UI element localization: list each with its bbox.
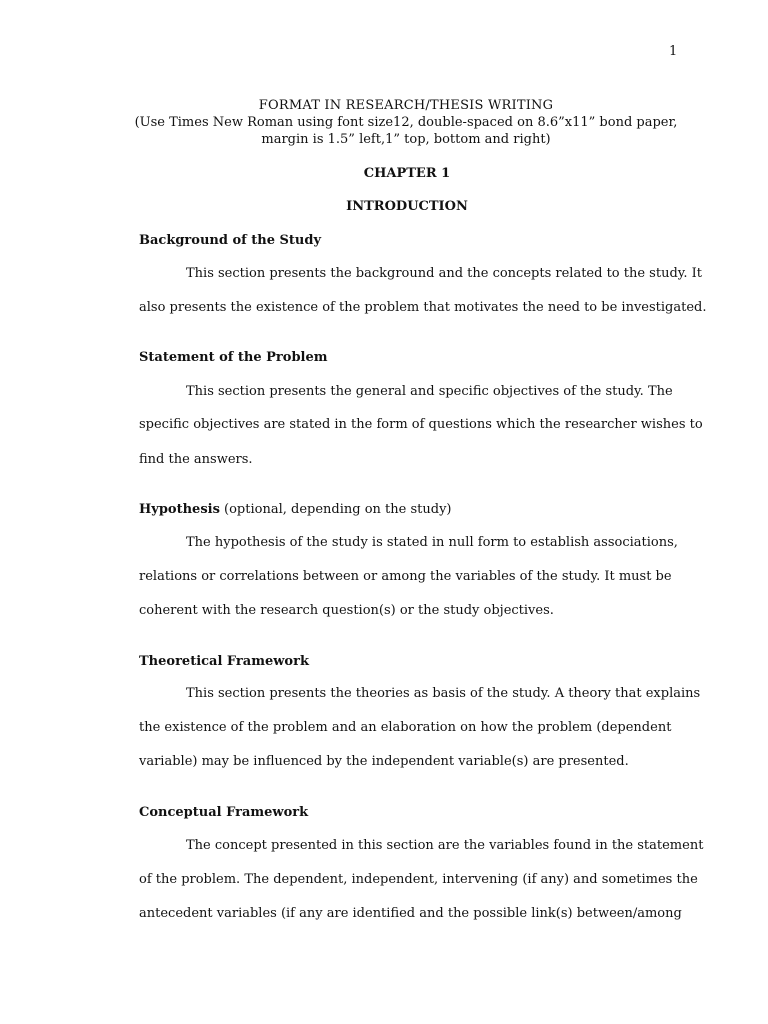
- paragraph-line: antecedent variables (if any are identified and the possible link(s) between/among: [139, 906, 682, 921]
- chapter-label: CHAPTER 1: [363, 166, 451, 181]
- paragraph-line: The hypothesis of the study is stated in null form to establish associations,: [186, 535, 678, 550]
- paragraph-line: variable) may be influenced by the independent variable(s) are presented.: [139, 754, 629, 769]
- title-block: [100, 97, 712, 148]
- paragraph-line: find the answers.: [139, 452, 253, 467]
- paragraph-line: This section presents the general and specific objectives of the study. The: [186, 384, 673, 399]
- page-number: 1: [669, 44, 678, 59]
- paragraph-line: relations or correlations between or among the variables of the study. It must be: [139, 569, 672, 584]
- paragraph-line: The concept presented in this section are the variables found in the statement: [186, 838, 704, 853]
- paragraph-line: the existence of the problem and an elaboration on how the problem (dependent: [139, 720, 672, 735]
- section-heading-hypothesis: [139, 502, 451, 517]
- chapter-title: INTRODUCTION: [346, 199, 468, 214]
- section-heading-background: Background of the Study: [139, 233, 321, 248]
- subtitle-line-2: margin is 1.5” left,1” top, bottom and right): [261, 132, 551, 147]
- section-heading-conceptual: Conceptual Framework: [139, 805, 309, 820]
- section-heading-problem: Statement of the Problem: [139, 350, 328, 365]
- paragraph-line: also presents the existence of the problem that motivates the need to be investigated.: [139, 300, 707, 315]
- hypothesis-heading-text: Hypothesis: [139, 502, 220, 517]
- paragraph-line: This section presents the theories as basis of the study. A theory that explains: [186, 686, 701, 701]
- subtitle-line-1: (Use Times New Roman using font size12, double-spaced on 8.6”x11” bond paper,: [134, 115, 678, 130]
- document-title: FORMAT IN RESEARCH/THESIS WRITING: [258, 98, 554, 113]
- paragraph-line: of the problem. The dependent, independent, intervening (if any) and sometimes the: [139, 872, 698, 887]
- hypothesis-note: (optional, depending on the study): [219, 502, 452, 517]
- paragraph-line: This section presents the background and the concepts related to the study. It: [186, 266, 703, 281]
- section-heading-theoretical: Theoretical Framework: [139, 654, 309, 669]
- paragraph-line: specific objectives are stated in the form of questions which the researcher wishes to: [139, 417, 703, 432]
- paragraph-line: coherent with the research question(s) or the study objectives.: [139, 603, 554, 618]
